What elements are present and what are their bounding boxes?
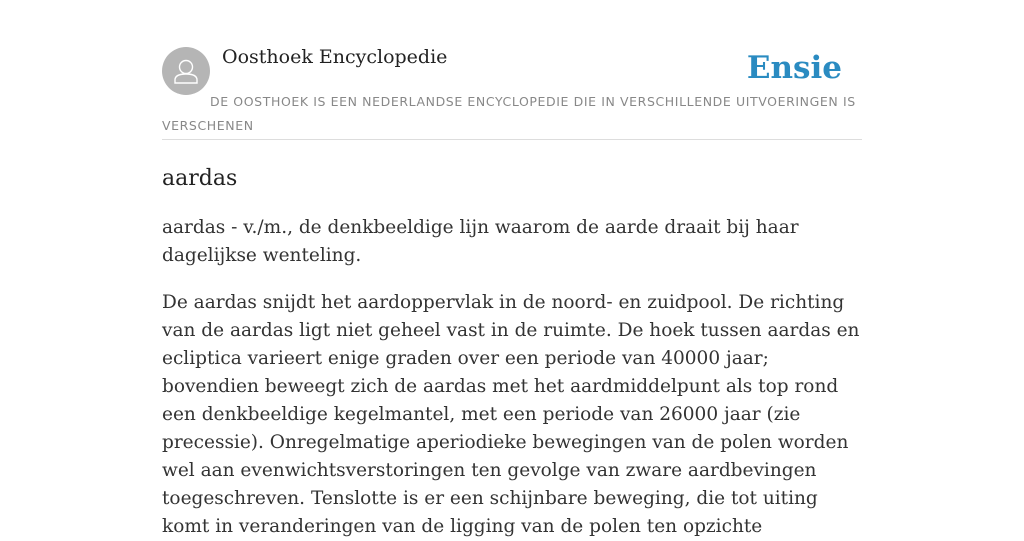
user-avatar-icon[interactable] [162,47,210,95]
site-tagline: DE OOSTHOEK IS EEN NEDERLANDSE ENCYCLOPEDIE DIE IN VERSCHILLENDE UITVOERINGEN IS VERSCHENEN [162,94,856,133]
brand-logo-link[interactable]: Ensie [746,50,842,86]
definition-paragraph: aardas - v./m., de denkbeeldige lijn waarom de aarde draait bij haar dagelijkse wenteling. [162,217,799,266]
body-paragraph: De aardas snijdt het aardoppervlak in de noord- en zuidpool. De richting van de aardas ligt niet geheel vast in de ruimte. De hoek tussen aardas en ecliptica varieert enige graden over een periode van 40000 jaar; bovendien beweegt zich de aardas met het aardmiddelpunt als top rond een denkbeeldige kegelmantel, met een periode van 26000 jaar (zie precessie). Onregelmatige aperiodieke bewegingen van de polen worden wel aan evenwichtsverstoringen ten gevolge van zware aardbevingen toegeschreven. Tenslotte is er een schijnbare beweging, die tot uiting komt in veranderingen van de ligging van de polen ten opzichte [162,292,860,537]
entry-title: aardas [162,166,238,191]
article [162,160,862,541]
site-header [162,44,862,140]
site-title-link[interactable]: Oosthoek Encyclopedie [222,46,448,68]
